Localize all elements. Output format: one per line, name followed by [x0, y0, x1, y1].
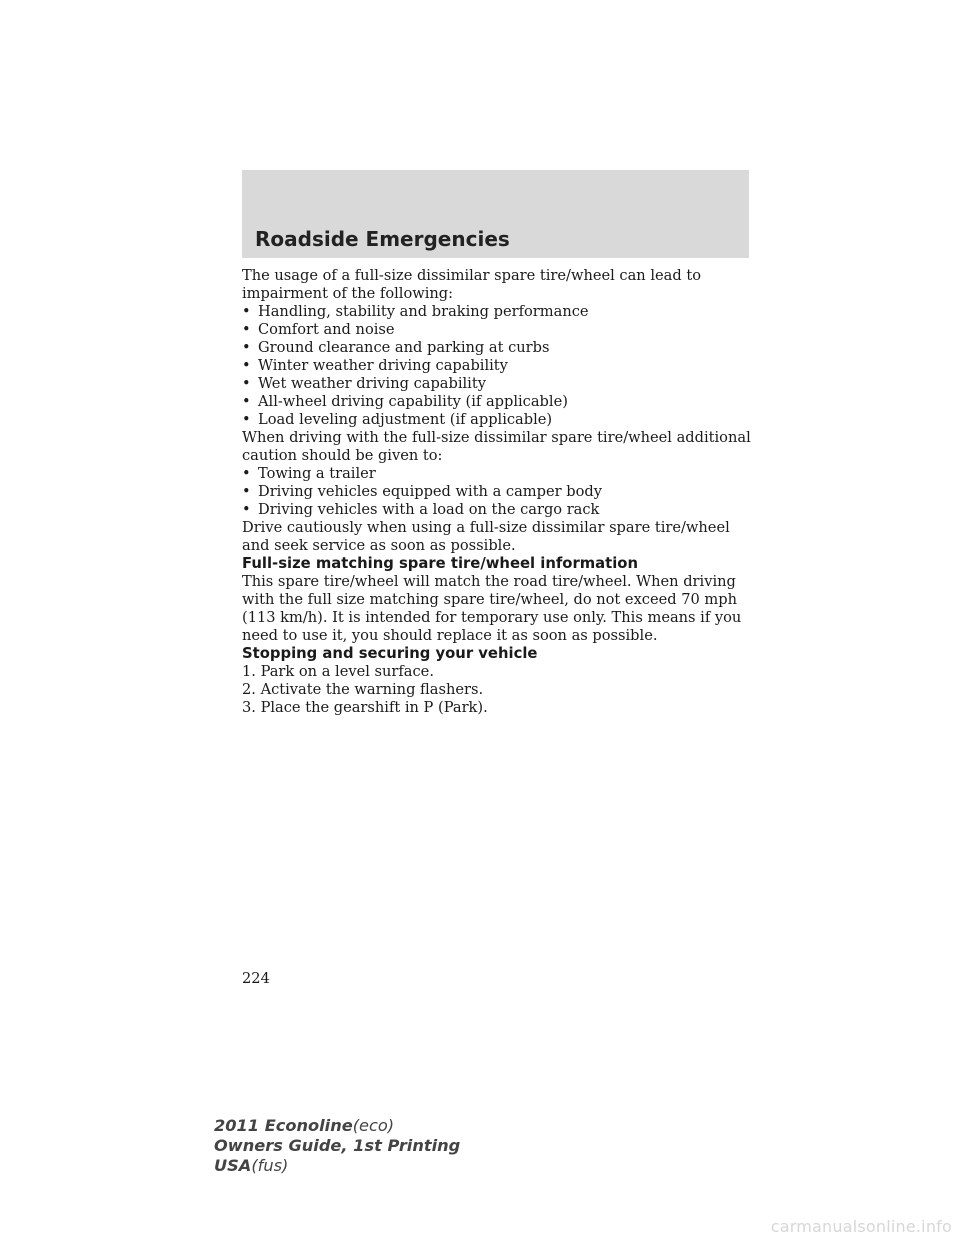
bullet-icon: •	[242, 375, 251, 392]
matching-spare-paragraph: This spare tire/wheel will match the road tire/wheel. When driving with the full size matching spare tire/wheel, do not exceed 70 mph (113 km/h). It is intended for temporary use only. This means if you need to use it, you should replace it as soon as possible.	[242, 573, 742, 644]
step-item: 2. Activate the warning flashers.	[242, 681, 484, 698]
site-watermark: carmanualsonline.info	[770, 1217, 952, 1236]
footer-region-code: (fus)	[251, 1156, 289, 1175]
list-item: • Ground clearance and parking at curbs	[242, 339, 550, 356]
bullet-icon: •	[242, 321, 251, 338]
impairment-list	[242, 303, 752, 429]
footer-model-code: (eco)	[352, 1116, 395, 1135]
footer-guide: Owners Guide, 1st Printing	[214, 1136, 461, 1155]
step-item: 3. Place the gearshift in P (Park).	[242, 699, 488, 716]
footer-model: 2011 Econoline	[214, 1116, 353, 1135]
drive-caution-paragraph: Drive cautiously when using a full-size dissimilar spare tire/wheel and seek service as soon as possible.	[242, 519, 730, 554]
list-item: • Driving vehicles equipped with a camper body	[242, 483, 602, 500]
bullet-icon: •	[242, 357, 251, 374]
list-item: • All-wheel driving capability (if applicable)	[242, 393, 568, 410]
list-item: • Wet weather driving capability	[242, 375, 486, 392]
page-number: 224	[242, 970, 270, 987]
list-item: • Comfort and noise	[242, 321, 395, 338]
list-item: • Towing a trailer	[242, 465, 376, 482]
bullet-icon: •	[242, 393, 251, 410]
bullet-icon: •	[242, 411, 251, 428]
print-footer	[214, 1116, 460, 1176]
page-content	[242, 267, 752, 717]
matching-spare-heading: Full-size matching spare tire/wheel information	[242, 555, 639, 572]
caution-list	[242, 465, 752, 519]
bullet-icon: •	[242, 465, 251, 482]
list-item: • Driving vehicles with a load on the cargo rack	[242, 501, 600, 518]
list-item: • Load leveling adjustment (if applicable)	[242, 411, 553, 428]
stopping-heading: Stopping and securing your vehicle	[242, 645, 538, 662]
intro-paragraph: The usage of a full-size dissimilar spare tire/wheel can lead to impairment of the following:	[242, 267, 701, 302]
footer-region: USA	[214, 1156, 252, 1175]
bullet-icon: •	[242, 501, 251, 518]
list-item: • Winter weather driving capability	[242, 357, 508, 374]
bullet-icon: •	[242, 339, 251, 356]
section-title: Roadside Emergencies	[255, 227, 510, 251]
list-item: • Handling, stability and braking performance	[242, 303, 589, 320]
step-item: 1. Park on a level surface.	[242, 663, 434, 680]
caution-intro-paragraph: When driving with the full-size dissimilar spare tire/wheel additional caution should be given to:	[242, 429, 751, 464]
bullet-icon: •	[242, 483, 251, 500]
bullet-icon: •	[242, 303, 251, 320]
